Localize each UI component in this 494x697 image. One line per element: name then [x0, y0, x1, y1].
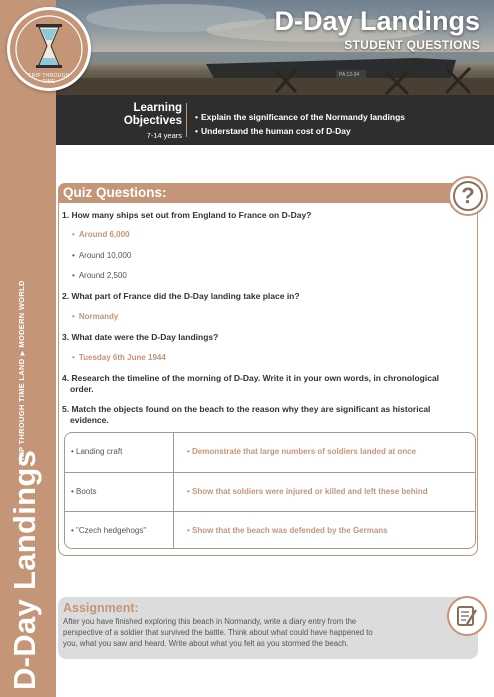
match-object-text: Boots [76, 487, 97, 496]
answer-text: Around 2,500 [78, 271, 127, 280]
objectives-label [124, 102, 182, 128]
match-reason-text: Show that the beach was defended by the Germans [192, 526, 388, 535]
answer-1-a [72, 229, 130, 240]
page-subtitle: STUDENT QUESTIONS [344, 38, 480, 52]
match-reason-text: Demonstrate that large numbers of soldiers landed at once [192, 447, 417, 456]
match-object-text: "Czech hedgehogs" [76, 526, 147, 535]
sidebar-series-text: TRIP THROUGH TIME LAND [17, 358, 26, 465]
bullet-icon: • [72, 251, 75, 260]
answer-text: Around 6,000 [78, 230, 130, 239]
svg-text:PA 12-34: PA 12-34 [339, 72, 360, 78]
bullet-icon: • [72, 353, 75, 362]
bullet-icon: • [72, 312, 75, 321]
question-5 [62, 404, 430, 426]
match-reason-text: Show that soldiers were injured or killed and left these behind [192, 487, 428, 496]
bullet-icon: • [195, 112, 198, 122]
answer-3-a [72, 352, 166, 363]
match-reason: • Show that the beach was defended by the Germans [187, 526, 388, 535]
assignment-text [63, 616, 443, 649]
bullet-icon: • [72, 271, 75, 280]
question-5-line2: evidence. [70, 415, 109, 425]
answer-text: Tuesday 6th June 1944 [78, 353, 166, 362]
assignment-box [58, 597, 478, 659]
quiz-title: Quiz Questions: [63, 185, 167, 200]
page-title: D-Day Landings [274, 6, 480, 36]
sidebar-topic-text: MODERN WORLD [17, 280, 26, 348]
objectives-label-line2: Objectives [123, 115, 182, 127]
question-4-line1: 4. Research the timeline of the morning of D-Day. Write it in your own words, in chronological [62, 373, 440, 383]
sidebar-title: D-Day Landings [7, 449, 42, 690]
header-banner [56, 0, 494, 95]
assignment-line: After you have finished exploring this beach in Normandy, write a diary entry from the [63, 617, 357, 626]
trip-through-time-logo [7, 7, 91, 91]
match-object: • "Czech hedgehogs" [71, 526, 147, 535]
objectives-list [195, 110, 405, 138]
assignment-line: you, what you saw and heard. Write about what you felt as you stormed the beach. [63, 639, 349, 648]
assignment-title: Assignment: [63, 601, 139, 615]
quiz-header [58, 183, 478, 203]
answer-1-b [72, 250, 131, 261]
question-1: 1. How many ships set out from England to France on D-Day? [62, 210, 312, 220]
objectives-divider [186, 103, 187, 137]
logo-text: TRIP THROUGH TIME [28, 73, 70, 85]
table-row [65, 472, 476, 511]
match-table [64, 432, 476, 549]
triangle-right-icon: ▶ [20, 350, 26, 356]
match-reason: • Demonstrate that large numbers of soldiers landed at once [187, 447, 417, 456]
question-3: 3. What date were the D-Day landings? [62, 332, 219, 342]
age-range: 7-14 years [146, 131, 182, 140]
question-4 [62, 373, 439, 395]
left-sidebar [0, 0, 56, 697]
objective-text: Understand the human cost of D-Day [200, 126, 351, 136]
answer-1-c [72, 270, 127, 281]
bullet-icon: • [72, 230, 75, 239]
answer-text: Normandy [78, 312, 119, 321]
assignment-line: perspective of a soldier that survived the battle. Think about what could have happened to [63, 628, 373, 637]
objectives-label-line1: Learning [133, 102, 182, 114]
assignment-badge [447, 596, 487, 636]
notepad-pencil-icon [455, 604, 479, 628]
objective-item [195, 110, 405, 124]
objective-item [195, 124, 405, 138]
sidebar-series-label [17, 225, 26, 465]
bullet-icon: • [195, 126, 198, 136]
question-4-line2: order. [70, 384, 94, 394]
question-badge [448, 176, 488, 216]
question-2: 2. What part of France did the D-Day landing take place in? [62, 291, 300, 301]
answer-2-a [72, 311, 118, 322]
match-reason: • Show that soldiers were injured or killed and left these behind [187, 487, 428, 496]
match-object-text: Landing craft [76, 447, 123, 456]
table-row [65, 433, 476, 472]
objective-text: Explain the significance of the Normandy landings [200, 112, 406, 122]
question-5-line1: 5. Match the objects found on the beach to the reason why they are significant as historical [62, 404, 431, 414]
learning-objectives-band [56, 95, 494, 145]
match-object: • Boots [71, 487, 97, 496]
table-row [65, 511, 476, 549]
answer-text: Around 10,000 [78, 251, 132, 260]
match-object: • Landing craft [71, 447, 123, 456]
question-mark-icon: ? [453, 181, 483, 211]
